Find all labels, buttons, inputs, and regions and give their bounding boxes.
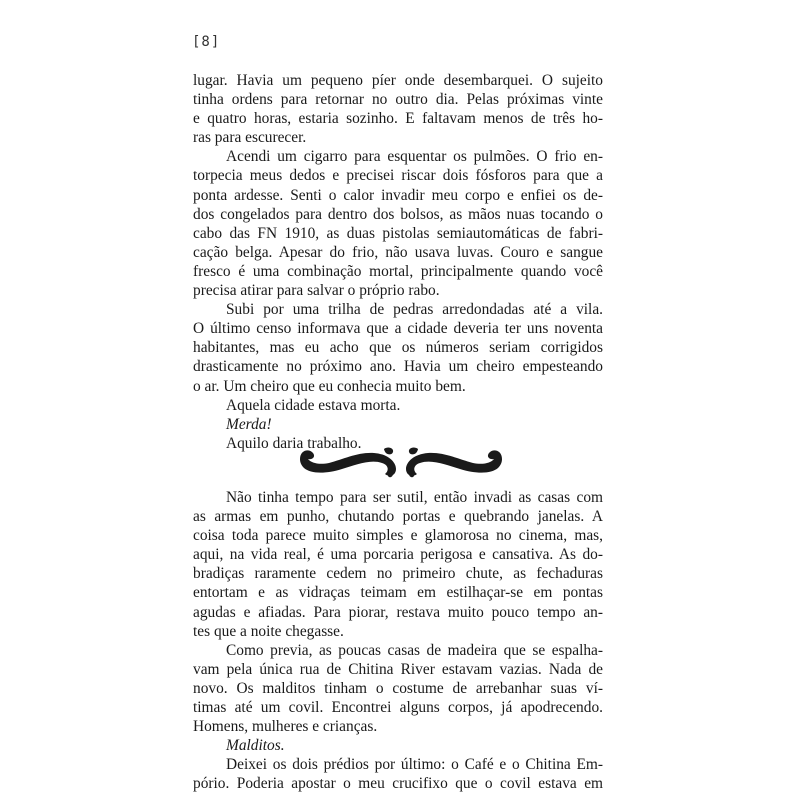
text-section-2 — [193, 488, 603, 794]
text-line: tinha ordens para retornar no outro dia. Pelas próximas vinte — [193, 91, 603, 109]
text-line: torpecia meus dedos e precisei riscar dois fósforos para que a — [193, 167, 603, 185]
text-line: habitantes, mas eu acho que os números seriam corrigidos — [193, 339, 603, 357]
text-line: cabo das FN 1910, as duas pistolas semiautomáticas de fabri- — [193, 224, 603, 242]
text-line: Aquela cidade estava morta. — [226, 396, 401, 414]
text-line: novo. Os malditos tinham o costume de arrebanhar suas ví- — [193, 679, 603, 697]
page-number: [8] — [192, 34, 221, 50]
text-line: Merda! — [226, 415, 272, 433]
text-line: e quatro horas, estaria sozinho. E faltavam menos de três ho- — [193, 110, 603, 128]
text-line: o ar. Um cheiro que eu conhecia muito bem. — [193, 377, 466, 395]
text-line: Aquilo daria trabalho. — [226, 434, 362, 452]
text-line: Malditos. — [226, 737, 285, 755]
text-line: drasticamente no próximo ano. Havia um cheiro empesteando — [193, 358, 603, 376]
text-line: Não tinha tempo para ser sutil, então invadi as casas com — [226, 489, 603, 506]
text-line: vam pela única rua de Chitina River estavam vazias. Nada de — [193, 660, 603, 678]
text-line: fresco é uma combinação mortal, principalmente quando você — [193, 262, 603, 280]
scroll-flourish-ornament-icon — [296, 438, 506, 480]
text-line: timas até um covil. Encontrei alguns corpos, já apodrecendo. — [193, 699, 603, 717]
text-line: coisa toda parece muito simples e glamorosa no cinema, mas, — [193, 527, 603, 545]
text-line: lugar. Havia um pequeno píer onde desembarquei. O sujeito — [193, 72, 603, 89]
text-line: Acendi um cigarro para esquentar os pulmões. O frio en- — [226, 148, 603, 166]
text-line: agudas e afiadas. Para piorar, restava muito pouco tempo an- — [193, 603, 603, 621]
text-line: dos congelados para dentro dos bolsos, as mãos nuas tocando o — [193, 205, 603, 223]
text-line: cação belga. Apesar do frio, não usava luvas. Couro e sangue — [193, 243, 603, 261]
text-section-1 — [193, 71, 603, 453]
text-line: aqui, na vida real, é uma porcaria perigosa e cansativa. As do- — [193, 546, 603, 564]
text-line: O último censo informava que a cidade deveria ter uns noventa — [193, 320, 603, 338]
text-line: bradiças raramente cedem no primeiro chute, as fechaduras — [193, 565, 603, 583]
text-line: tes que a noite chegasse. — [193, 622, 344, 640]
text-line: ras para escurecer. — [193, 129, 307, 147]
text-line: ponta ardesse. Senti o calor invadir meu corpo e enfiei os de- — [193, 186, 603, 204]
text-line: Deixei os dois prédios por último: o Café e o Chitina Em- — [226, 756, 603, 774]
text-line: as armas em punho, chutando portas e quebrando janelas. A — [193, 508, 603, 526]
text-line: Homens, mulheres e crianças. — [193, 718, 378, 736]
text-line: pório. Poderia apostar o meu crucifixo que o covil estava em — [193, 775, 603, 793]
text-line: entortam e as vidraças teimam em estilhaçar-se em pontas — [193, 584, 603, 602]
text-line: Como previa, as poucas casas de madeira que se espalha- — [226, 641, 603, 659]
text-line: Subi por uma trilha de pedras arredondadas até a vila. — [226, 301, 603, 319]
text-line: precisa atirar para salvar o próprio rabo. — [193, 282, 440, 300]
